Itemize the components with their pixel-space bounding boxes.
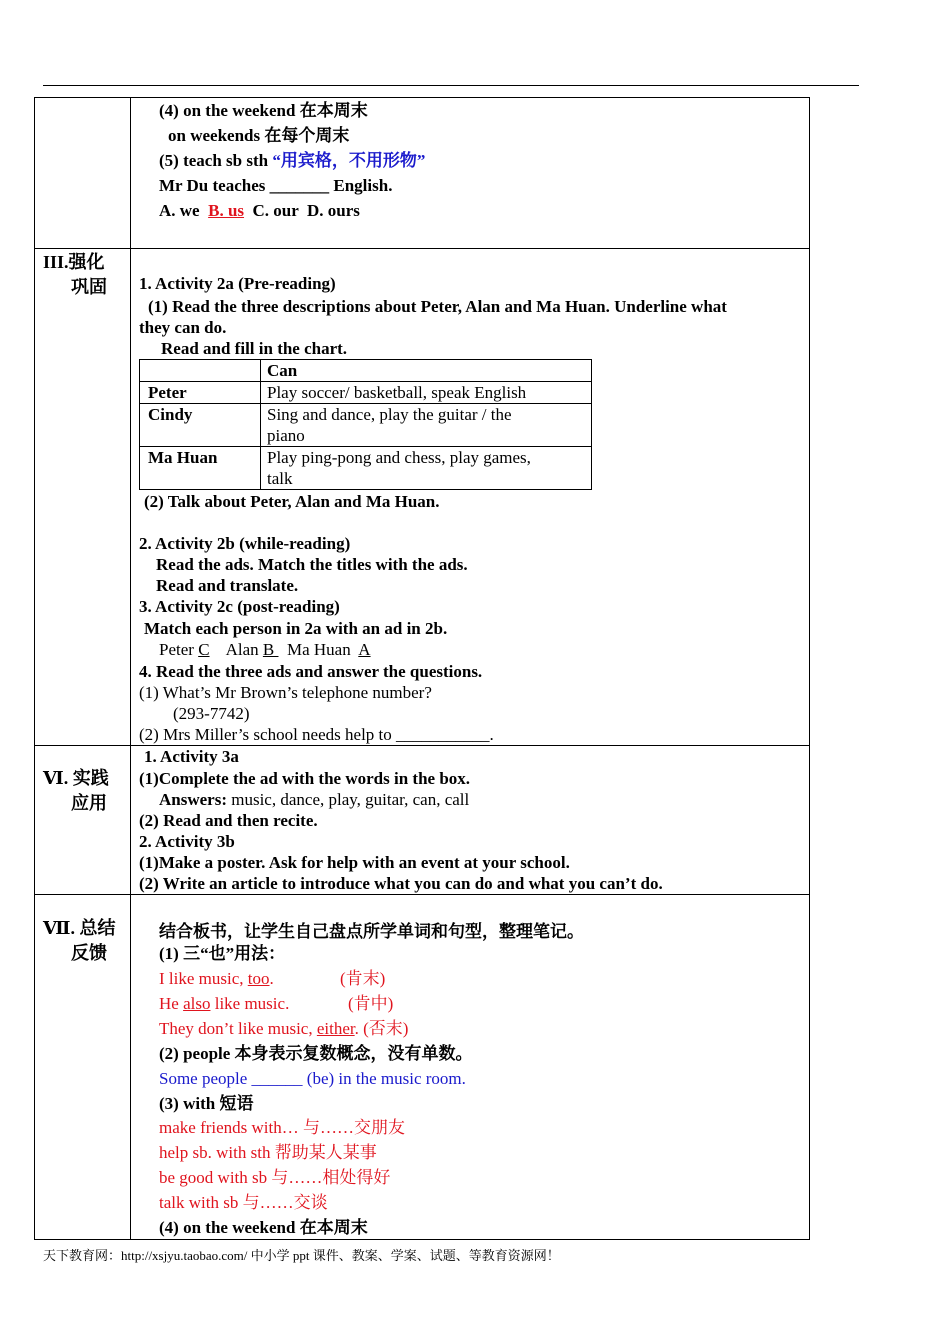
activity-3b-task: (2) Write an article to introduce what you can do and what you can’t do.	[139, 874, 663, 893]
phrase: help sb. with sth 帮助某人某事	[159, 1143, 377, 1162]
row-divider	[34, 894, 810, 895]
activity-2c: 3. Activity 2c (post-reading)	[139, 597, 340, 616]
activity-3a-recite: (2) Read and then recite.	[139, 811, 318, 830]
answers-text: music, dance, play, guitar, can, call	[227, 790, 470, 809]
section-label: III.强化	[43, 252, 105, 272]
chart-name: Peter	[148, 383, 187, 402]
activity-2a-task: (1) Read the three descriptions about Peter, Alan and Ma Huan. Underline what	[148, 297, 727, 316]
activity-2a-fill: Read and fill in the chart.	[161, 339, 348, 358]
row1-line2: on weekends 在每个周末	[168, 126, 350, 145]
footer-text: 天下教育网：http://xsjyu.taobao.com/ 中小学 ppt 课件、教案、学案、试题、等教育资源网！	[43, 1248, 560, 1263]
example-keyword: too	[247, 969, 270, 988]
example-also	[159, 993, 289, 1014]
activity-3a-answers	[159, 789, 469, 810]
section-label: 应用	[71, 793, 107, 813]
section-label: 巩固	[71, 277, 107, 297]
example-text: They don’t like music,	[159, 1019, 317, 1038]
row1-line5	[159, 200, 360, 221]
row1-line3	[159, 150, 425, 171]
activity-3b: 2. Activity 3b	[139, 832, 235, 851]
top-rule	[43, 85, 859, 86]
chart-can: Sing and dance, play the guitar / the	[267, 405, 512, 424]
activity-3a: 1. Activity 3a	[144, 747, 239, 766]
example-punct: .	[269, 969, 274, 988]
section-label: 反馈	[71, 943, 107, 963]
column-divider	[130, 97, 131, 1240]
activity-2b-task: Read and translate.	[156, 576, 299, 595]
activity-3b-task: (1)Make a poster. Ask for help with an event at your school.	[139, 853, 570, 872]
answer-mahuan: A	[358, 640, 371, 659]
option-b-answer: B. us	[208, 201, 245, 220]
question-1: (1) What’s Mr Brown’s telephone number?	[139, 683, 432, 702]
example-text: like music.	[210, 994, 290, 1013]
row1-line4: Mr Du teaches _______ English.	[159, 176, 393, 195]
activity-2a: 1. Activity 2a (Pre-reading)	[139, 274, 336, 293]
example-too	[159, 968, 274, 989]
option-a: A. we	[159, 201, 209, 220]
activity-2a-task-cont: they can do.	[139, 318, 227, 337]
row1-line3-note: “用宾格，不用形物”	[272, 151, 426, 170]
can-chart	[139, 359, 592, 490]
activity-4: 4. Read the three ads and answer the questions.	[139, 662, 483, 681]
summary-item-4: (4) on the weekend 在本周末	[159, 1218, 368, 1237]
chart-can: Play soccer/ basketball, speak English	[267, 383, 527, 402]
activity-2c-task: Match each person in 2a with an ad in 2b.	[144, 619, 448, 638]
example-text: I like music,	[159, 969, 248, 988]
activity-2b: 2. Activity 2b (while-reading)	[139, 534, 351, 553]
question-2: (2) Mrs Miller’s school needs help to ___________.	[139, 725, 494, 744]
phrase: make friends with… 与……交朋友	[159, 1118, 405, 1137]
row-divider	[34, 248, 810, 249]
summary-intro: 结合板书，让学生自己盘点所学单词和句型，整理笔记。	[159, 922, 584, 941]
answers-label: Answers:	[159, 790, 227, 809]
answer-mahuan-label: Ma Huan	[286, 640, 359, 659]
activity-2c-answers	[159, 639, 371, 660]
example-note: (肯中)	[348, 994, 394, 1013]
answer-alan: B	[262, 640, 279, 659]
chart-col-rule	[260, 360, 261, 489]
answer-peter: C	[198, 640, 210, 659]
section-label: Ⅵ. 实践	[43, 768, 109, 788]
phrase: talk with sb 与……交谈	[159, 1193, 328, 1212]
summary-item-2: (2) people 本身表示复数概念，没有单数。	[159, 1044, 473, 1063]
option-cd: C. our D. ours	[244, 201, 360, 220]
chart-name: Cindy	[148, 405, 193, 424]
activity-3a-task: (1)Complete the ad with the words in the box.	[139, 769, 471, 788]
example-either	[159, 1018, 408, 1039]
chart-can: Play ping-pong and chess, play games,	[267, 448, 531, 467]
activity-2b-task: Read the ads. Match the titles with the ads.	[156, 555, 468, 574]
row1-line3-text: (5) teach sb sth	[159, 151, 273, 170]
chart-can-cont: piano	[267, 426, 305, 445]
chart-can-cont: talk	[267, 469, 293, 488]
example-keyword: also	[183, 994, 211, 1013]
answer-peter-label: Peter	[159, 640, 199, 659]
summary-item-3: (3) with 短语	[159, 1094, 254, 1113]
activity-2a-talk: (2) Talk about Peter, Alan and Ma Huan.	[144, 492, 440, 511]
answer-1: (293-7742)	[173, 704, 250, 723]
section-label: Ⅶ. 总结	[43, 918, 116, 938]
example-keyword: either	[316, 1019, 355, 1038]
answer-alan-label: Alan	[225, 640, 263, 659]
example-note: . (否末)	[354, 1019, 409, 1038]
row1-line1: (4) on the weekend 在本周末	[159, 101, 368, 120]
chart-name: Ma Huan	[148, 448, 218, 467]
phrase: be good with sb 与……相处得好	[159, 1168, 391, 1187]
chart-header: Can	[267, 361, 298, 380]
example-text: He	[159, 994, 184, 1013]
example-note: (肯末)	[340, 969, 386, 988]
example-people: Some people ______ (be) in the music room.	[159, 1069, 466, 1088]
summary-item-1: (1) 三“也”用法：	[159, 944, 286, 963]
